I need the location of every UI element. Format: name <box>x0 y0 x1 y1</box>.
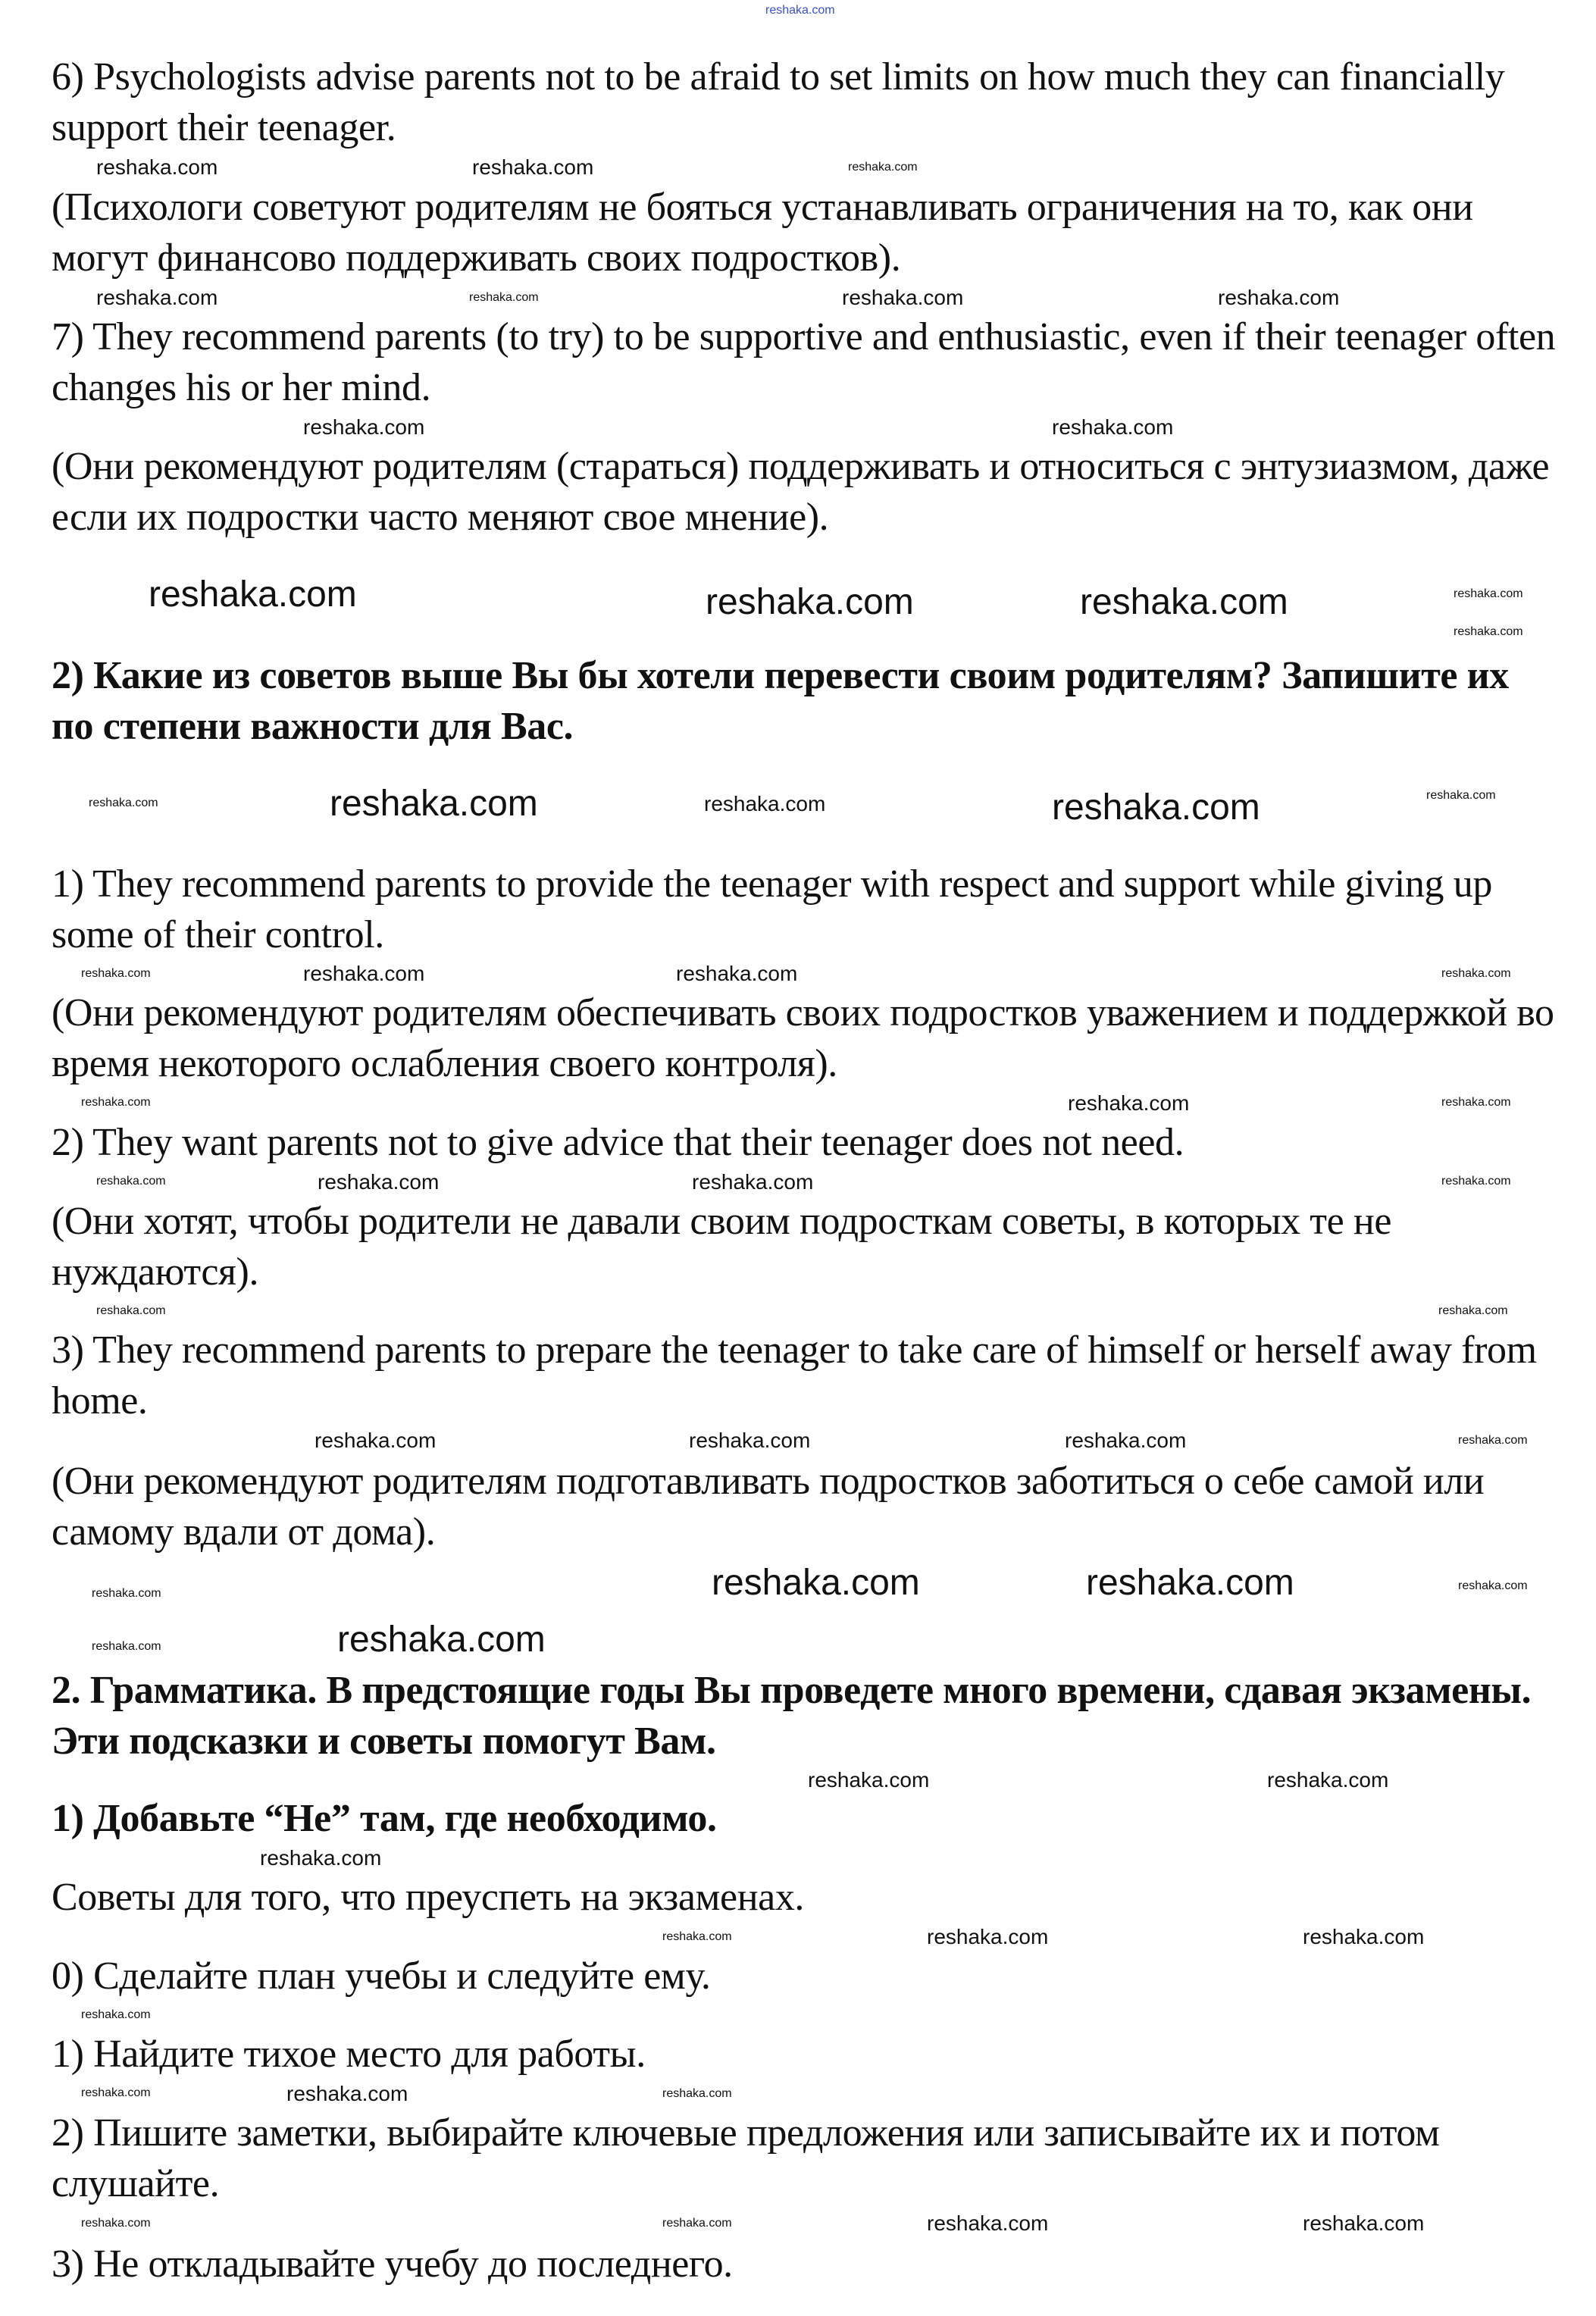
watermark: reshaka.com <box>1086 1563 1294 1603</box>
watermark: reshaka.com <box>315 1429 437 1452</box>
watermark: reshaka.com <box>662 2217 732 2230</box>
watermark: reshaka.com <box>1303 1925 1425 1948</box>
tip-0: 0) Сделайте план учебы и следуйте ему. <box>52 1955 711 1998</box>
watermark: reshaka.com <box>96 1304 166 1317</box>
watermark-row <box>0 283 1544 311</box>
watermark-row <box>0 1168 1544 1196</box>
watermark: reshaka.com <box>1080 582 1288 622</box>
watermark: reshaka.com <box>1052 787 1260 828</box>
watermark: reshaka.com <box>81 967 151 980</box>
watermark: reshaka.com <box>96 286 218 309</box>
watermark: reshaka.com <box>712 1563 920 1603</box>
paragraph-6-en: 6) Psychologists advise parents not to be afraid to set limits on how much they can financially support their teenager. <box>52 55 1505 149</box>
watermark: reshaka.com <box>848 161 918 174</box>
watermark-row <box>0 1426 1544 1456</box>
watermark: reshaka.com <box>704 792 826 815</box>
watermark: reshaka.com <box>96 155 218 179</box>
watermark: reshaka.com <box>472 155 594 179</box>
watermark: reshaka.com <box>662 2087 732 2100</box>
watermark-row <box>0 1557 1544 1665</box>
watermark: reshaka.com <box>808 1768 930 1792</box>
watermark: reshaka.com <box>469 291 539 304</box>
paragraph-7-en: 7) They recommend parents (to try) to be supportive and enthusiastic, even if their teenager often changes his or her mind. <box>52 315 1556 409</box>
watermark: reshaka.com <box>318 1170 440 1194</box>
watermark: reshaka.com <box>1426 789 1496 802</box>
watermark: reshaka.com <box>81 2086 151 2099</box>
watermark: reshaka.com <box>81 2217 151 2230</box>
watermark: reshaka.com <box>303 415 425 439</box>
watermark-row <box>0 2209 1544 2239</box>
watermark: reshaka.com <box>81 1096 151 1109</box>
watermark: reshaka.com <box>81 2008 151 2021</box>
watermark: reshaka.com <box>692 1170 814 1194</box>
watermark: reshaka.com <box>1065 1429 1187 1452</box>
section-heading-2: 2) Какие из советов выше Вы бы хотели перевести своим родителям? Запишите их по степени важности для Вас. <box>52 654 1509 748</box>
grammar-heading: 2. Грамматика. В предстоящие годы Вы проведете много времени, сдавая экзамены. Эти подсказки и советы помогут Вам. <box>52 1669 1532 1763</box>
tip-2: 2) Пишите заметки, выбирайте ключевые предложения или записывайте их и потом слушайте. <box>52 2111 1440 2205</box>
watermark: reshaka.com <box>89 797 158 809</box>
watermark: reshaka.com <box>1052 415 1174 439</box>
watermark: reshaka.com <box>1218 286 1340 309</box>
answer-3-ru: (Они рекомендуют родителям подготавливать подростков заботиться о себе самой или самому вдали от дома). <box>52 1460 1485 1554</box>
watermark: reshaka.com <box>1458 1434 1528 1447</box>
watermark: reshaka.com <box>330 784 538 824</box>
watermark: reshaka.com <box>1441 1175 1511 1188</box>
watermark: reshaka.com <box>286 2082 408 2105</box>
watermark: reshaka.com <box>1267 1768 1389 1792</box>
watermark: reshaka.com <box>149 574 357 615</box>
watermark: reshaka.com <box>927 1925 1049 1948</box>
watermark: reshaka.com <box>303 962 425 985</box>
answer-2-ru: (Они хотят, чтобы родители не давали своим подросткам советы, в которых те не нуждаются). <box>52 1200 1392 1294</box>
watermark: reshaka.com <box>1438 1304 1508 1317</box>
watermark-row <box>0 1089 1544 1117</box>
watermark: reshaka.com <box>1454 625 1523 638</box>
tip-3: 3) Не откладывайте учебу до последнего. <box>52 2242 733 2286</box>
watermark-row <box>0 752 1544 859</box>
watermark: reshaka.com <box>337 1620 546 1660</box>
answer-3-en: 3) They recommend parents to prepare the teenager to take care of himself or herself away from home. <box>52 1329 1537 1422</box>
watermark: reshaka.com <box>927 2211 1049 2235</box>
paragraph-6-ru: (Психологи советуют родителям не бояться устанавливать ограничения на то, как они могут финансово поддерживать своих подростков). <box>52 186 1473 280</box>
watermark: reshaka.com <box>1441 967 1511 980</box>
watermark-row <box>0 413 1544 441</box>
watermark: reshaka.com <box>689 1429 811 1452</box>
watermark: reshaka.com <box>96 1175 166 1188</box>
watermark-row <box>0 960 1544 987</box>
tip-1: 1) Найдите тихое место для работы. <box>52 2033 646 2076</box>
watermark: reshaka.com <box>706 582 914 622</box>
watermark: reshaka.com <box>765 4 835 17</box>
watermark-row <box>0 153 1544 182</box>
paragraph-7-ru: (Они рекомендуют родителям (стараться) поддерживать и относиться с энтузиазмом, даже если их подростки часто меняют свое мнение). <box>52 445 1550 539</box>
watermark: reshaka.com <box>676 962 798 985</box>
watermark-row <box>0 2080 1544 2108</box>
watermark: reshaka.com <box>260 1846 382 1870</box>
watermark-row <box>0 2001 1544 2029</box>
tips-title: Советы для того, что преуспеть на экзаменах. <box>52 1876 805 1919</box>
watermark: reshaka.com <box>662 1930 732 1943</box>
watermark: reshaka.com <box>842 286 964 309</box>
watermark-row <box>0 1844 1544 1872</box>
answer-1-ru: (Они рекомендуют родителям обеспечивать своих подростков уважением и поддержкой во время некоторого ослабления своего контроля). <box>52 991 1554 1085</box>
watermark-row <box>0 1923 1544 1951</box>
watermark-row <box>0 1767 1544 1793</box>
watermark-row <box>0 543 1544 650</box>
answer-1-en: 1) They recommend parents to provide the teenager with respect and support while giving up some of their control. <box>52 862 1492 956</box>
watermark: reshaka.com <box>1303 2211 1425 2235</box>
watermark: reshaka.com <box>1458 1579 1528 1592</box>
watermark: reshaka.com <box>1441 1096 1511 1109</box>
watermark: reshaka.com <box>1454 587 1523 600</box>
watermark-row <box>0 1297 1544 1325</box>
watermark-row <box>0 0 1544 52</box>
answer-2-en: 2) They want parents not to give advice that their teenager does not need. <box>52 1121 1184 1164</box>
watermark: reshaka.com <box>1068 1091 1190 1115</box>
task-heading: 1) Добавьте “Не” там, где необходимо. <box>52 1797 717 1840</box>
watermark: reshaka.com <box>92 1640 161 1653</box>
watermark: reshaka.com <box>92 1587 161 1600</box>
